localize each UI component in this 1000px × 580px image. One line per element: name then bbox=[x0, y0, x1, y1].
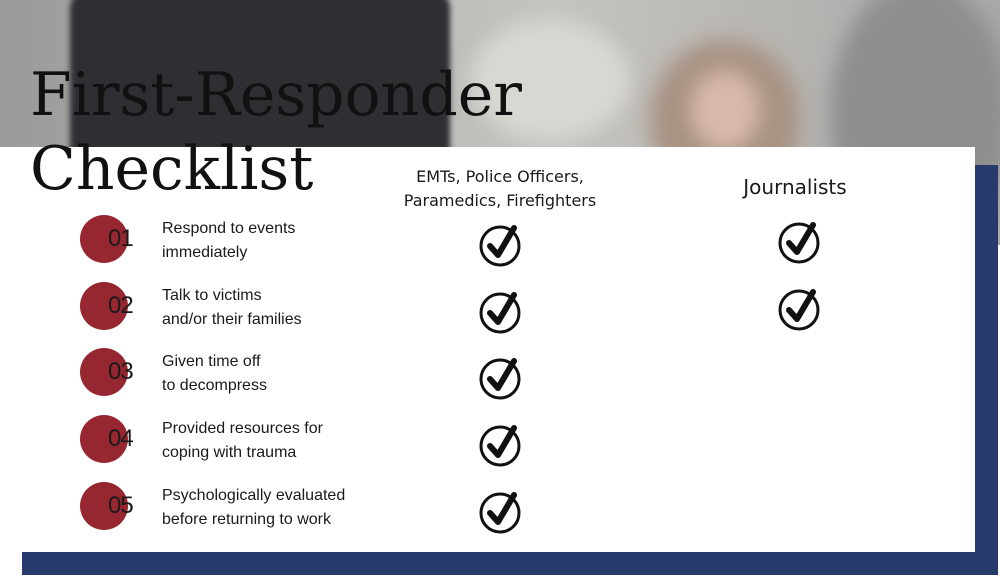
row-number: 01 bbox=[108, 225, 133, 252]
check-circle-icon bbox=[777, 219, 823, 265]
check-circle-icon bbox=[478, 489, 524, 535]
row-label bbox=[162, 350, 267, 398]
check-circle-icon bbox=[478, 355, 524, 401]
checklist-row bbox=[0, 282, 1000, 348]
row-label bbox=[162, 284, 302, 332]
column-header-line: Paramedics, Firefighters bbox=[403, 191, 597, 210]
row-label bbox=[162, 217, 295, 265]
check-circle-icon bbox=[478, 422, 524, 468]
title-line: First-Responder bbox=[30, 60, 522, 130]
row-label-line: Respond to events bbox=[162, 220, 296, 237]
row-number: 05 bbox=[108, 492, 133, 519]
checklist-row bbox=[0, 482, 1000, 548]
checklist-row bbox=[0, 348, 1000, 414]
row-label-line: coping with trauma bbox=[162, 444, 297, 461]
check-circle-icon bbox=[777, 286, 823, 332]
row-label-line: Psychologically evaluated bbox=[162, 487, 346, 504]
column-header-line: EMTs, Police Officers, bbox=[416, 167, 584, 186]
row-label bbox=[162, 484, 345, 532]
row-label-line: immediately bbox=[162, 244, 248, 261]
checklist-row bbox=[0, 415, 1000, 481]
row-label-line: Provided resources for bbox=[162, 420, 323, 437]
row-number: 03 bbox=[108, 358, 133, 385]
title-line: Checklist bbox=[30, 134, 314, 204]
check-circle-icon bbox=[478, 222, 524, 268]
row-number: 04 bbox=[108, 425, 133, 452]
row-label-line: before returning to work bbox=[162, 511, 331, 528]
row-label-line: Given time off bbox=[162, 353, 261, 370]
check-circle-icon bbox=[478, 289, 524, 335]
row-number: 02 bbox=[108, 292, 133, 319]
row-label-line: Talk to victims bbox=[162, 287, 262, 304]
checklist-row bbox=[0, 215, 1000, 281]
row-label-line: to decompress bbox=[162, 377, 267, 394]
row-label bbox=[162, 417, 323, 465]
column-header-journalists bbox=[715, 174, 875, 200]
column-header-line: Journalists bbox=[743, 175, 847, 199]
row-label-line: and/or their families bbox=[162, 311, 302, 328]
column-header-first-responders bbox=[395, 165, 605, 213]
